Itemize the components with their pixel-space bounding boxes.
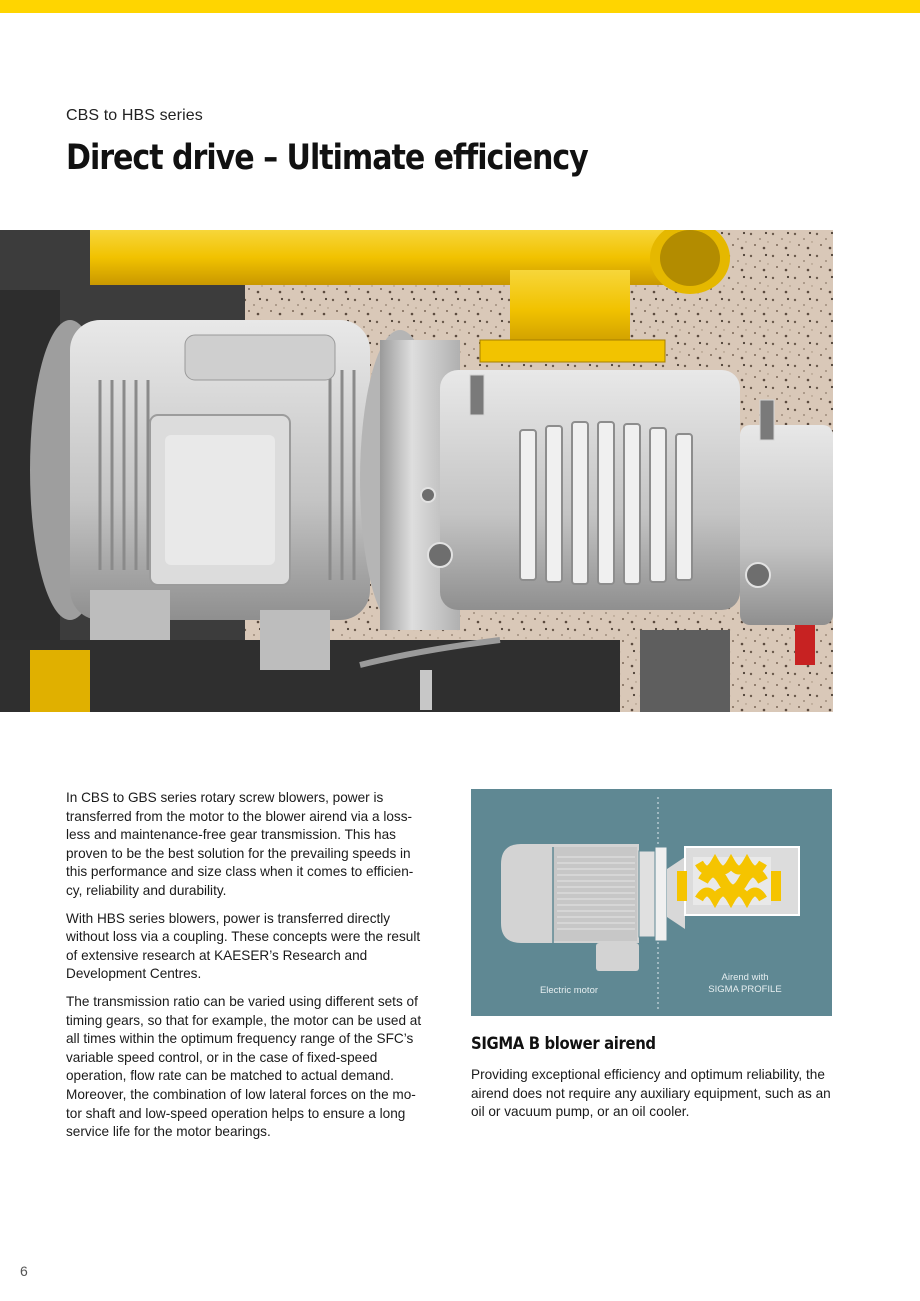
page-title: Direct drive – Ultimate efficiency: [66, 138, 588, 178]
series-label: CBS to HBS series: [66, 107, 203, 124]
sigma-text: Providing exceptional efficiency and optimum reliability, the airend does not require any auxiliary equipment, such as an oil or vacuum pump, or an oil cooler.: [471, 1067, 831, 1120]
label-airend: [697, 972, 793, 996]
top-accent-bar: [0, 0, 920, 13]
page-number: 6: [20, 1263, 28, 1279]
label-airend-line2: SIGMA PROFILE: [708, 984, 782, 995]
blower-machine-photo-icon: [0, 230, 833, 712]
label-airend-line1: Airend with: [721, 972, 769, 983]
sigma-heading: SIGMA B blower airend: [471, 1034, 656, 1053]
hero-photo: [0, 230, 833, 712]
paragraph: In CBS to GBS series rotary screw blowers, power is transferred from the motor to the blower airend via a loss-less and maintenance-free gear transmission. This has proven to be the best solution for the prevailing speeds in this performance and size class when it comes to efficien-cy, reliability and durability.: [66, 790, 414, 898]
sigma-diagram: [471, 789, 832, 1016]
body-text: [66, 789, 428, 1151]
paragraph: The transmission ratio can be varied using different sets of timing gears, so that for example, the motor can be used at all times within the optimum frequency range of the SFC’s variable speed control, or in the case of fixed-speed operation, flow rate can be matched to actual demand. Moreover, the combination of low lateral forces on the mo-tor shaft and low-speed operation helps to ensure a long service life for the motor bearings.: [66, 993, 422, 1140]
label-electric-motor: Electric motor: [539, 985, 599, 996]
paragraph: With HBS series blowers, power is transferred directly without loss via a coupling. These concepts were the result of extensive research at KAESER’s Research and Development Centres.: [66, 910, 421, 982]
